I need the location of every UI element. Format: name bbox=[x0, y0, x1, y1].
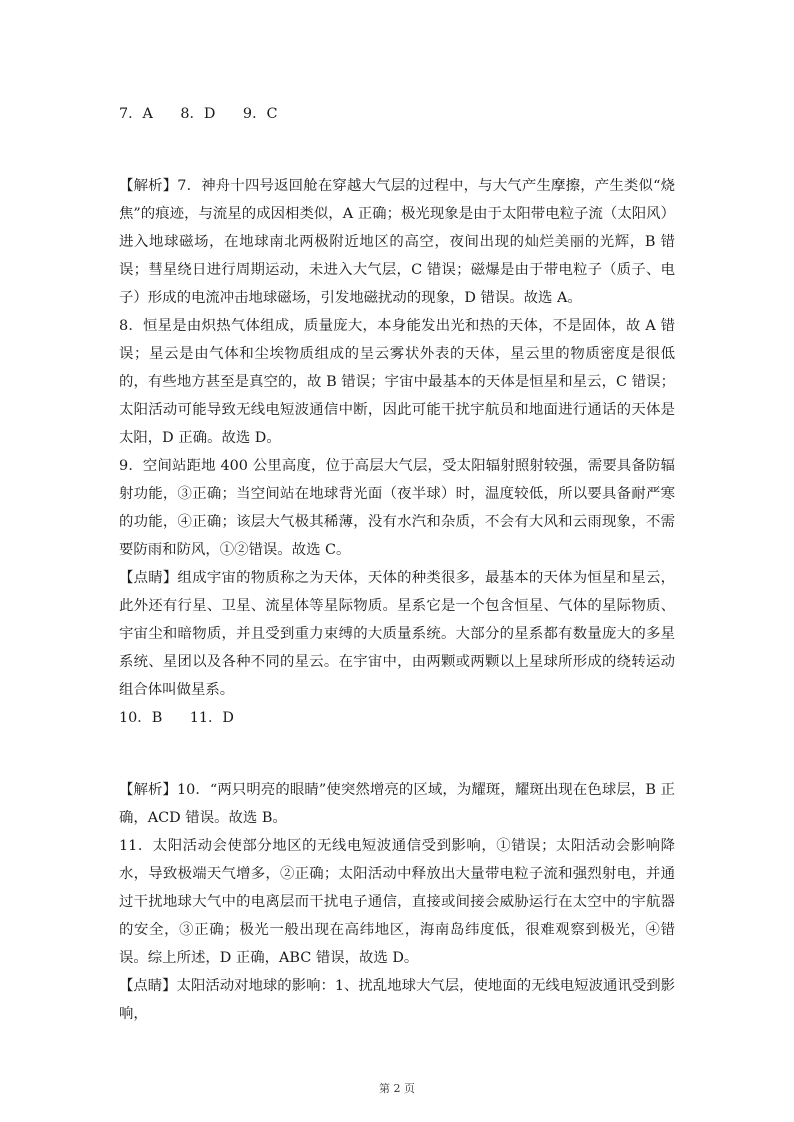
answer-content bbox=[119, 100, 675, 1028]
answer-key-7-9: 7．A 8．D 9．C bbox=[119, 106, 278, 122]
tip-7-9: 【点睛】组成宇宙的物质称之为天体，天体的种类很多，最基本的天体为恒星和星云，此外还有行星、卫星、流星体等星际物质。星系它是一个包含恒星、气体的星际物质、宇宙尘和暗物质，并且受到重力束缚的大质量系统。大部分的星系都有数量庞大的多星系统、星团以及各种不同的星云。在宇宙中，由两颗或两颗以上星球所形成的绕转运动组合体叫做星系。 bbox=[119, 570, 675, 698]
analysis-11: 11．太阳活动会使部分地区的无线电短波通信受到影响，①错误；太阳活动会影响降水，导致极端天气增多，②正确；太阳活动中释放出大量带电粒子流和强烈射电，并通过干扰地球大气中的电离层而干扰电子通信，直接或间接会威胁运行在太空中的宇航器的安全，③正确；极光一般出现在高纬地区，海南岛纬度低，很难观察到极光，④错误。综上所述，D 正确，ABC 错误，故选 D。 bbox=[119, 838, 675, 966]
answer-key-10-11: 10．B 11．D bbox=[119, 710, 234, 726]
analysis-10: 【解析】10．“两只明亮的眼睛”使突然增亮的区域，为耀斑，耀斑出现在色球层，B 正确，ACD 错误。故选 B。 bbox=[119, 782, 675, 826]
tip-10-11: 【点睛】太阳活动对地球的影响：1、扰乱地球大气层，使地面的无线电短波通讯受到影响， bbox=[119, 978, 676, 1022]
analysis-7: 【解析】7．神舟十四号返回舱在穿越大气层的过程中，与大气产生摩擦，产生类似“烧焦”的痕迹，与流星的成因相类似，A 正确；极光现象是由于太阳带电粒子流（太阳风）进入地球磁场，在地球南北两极附近地区的高空，夜间出现的灿烂美丽的光辉，B 错误；彗星绕日进行周期运动，未进入大气层，C 错误；磁爆是由于带电粒子（质子、电子）形成的电流冲击地球磁场，引发地磁扰动的现象，D 错误。故选 A。 bbox=[119, 178, 675, 306]
spacer bbox=[119, 128, 675, 172]
page-number: 第 2 页 bbox=[379, 1082, 415, 1095]
spacer bbox=[119, 732, 675, 776]
analysis-8: 8．恒星是由炽热气体组成，质量庞大，本身能发出光和热的天体，不是固体，故 A 错误；星云是由气体和尘埃物质组成的呈云雾状外表的天体，星云里的物质密度是很低的，有些地方甚至是真空的，故 B 错误；宇宙中最基本的天体是恒星和星云，C 错误；太阳活动可能导致无线电短波通信中断，因此可能干扰宇航员和地面进行通话的天体是太阳，D 正确。故选 D。 bbox=[119, 318, 675, 446]
analysis-9: 9．空间站距地 400 公里高度，位于高层大气层，受太阳辐射照射较强，需要具备防辐射功能，③正确；当空间站在地球背光面（夜半球）时，温度较低，所以要具备耐严寒的功能，④正确；该层大气极其稀薄，没有水汽和杂质，不会有大风和云雨现象，不需要防雨和防风，①②错误。故选 C。 bbox=[119, 458, 675, 558]
